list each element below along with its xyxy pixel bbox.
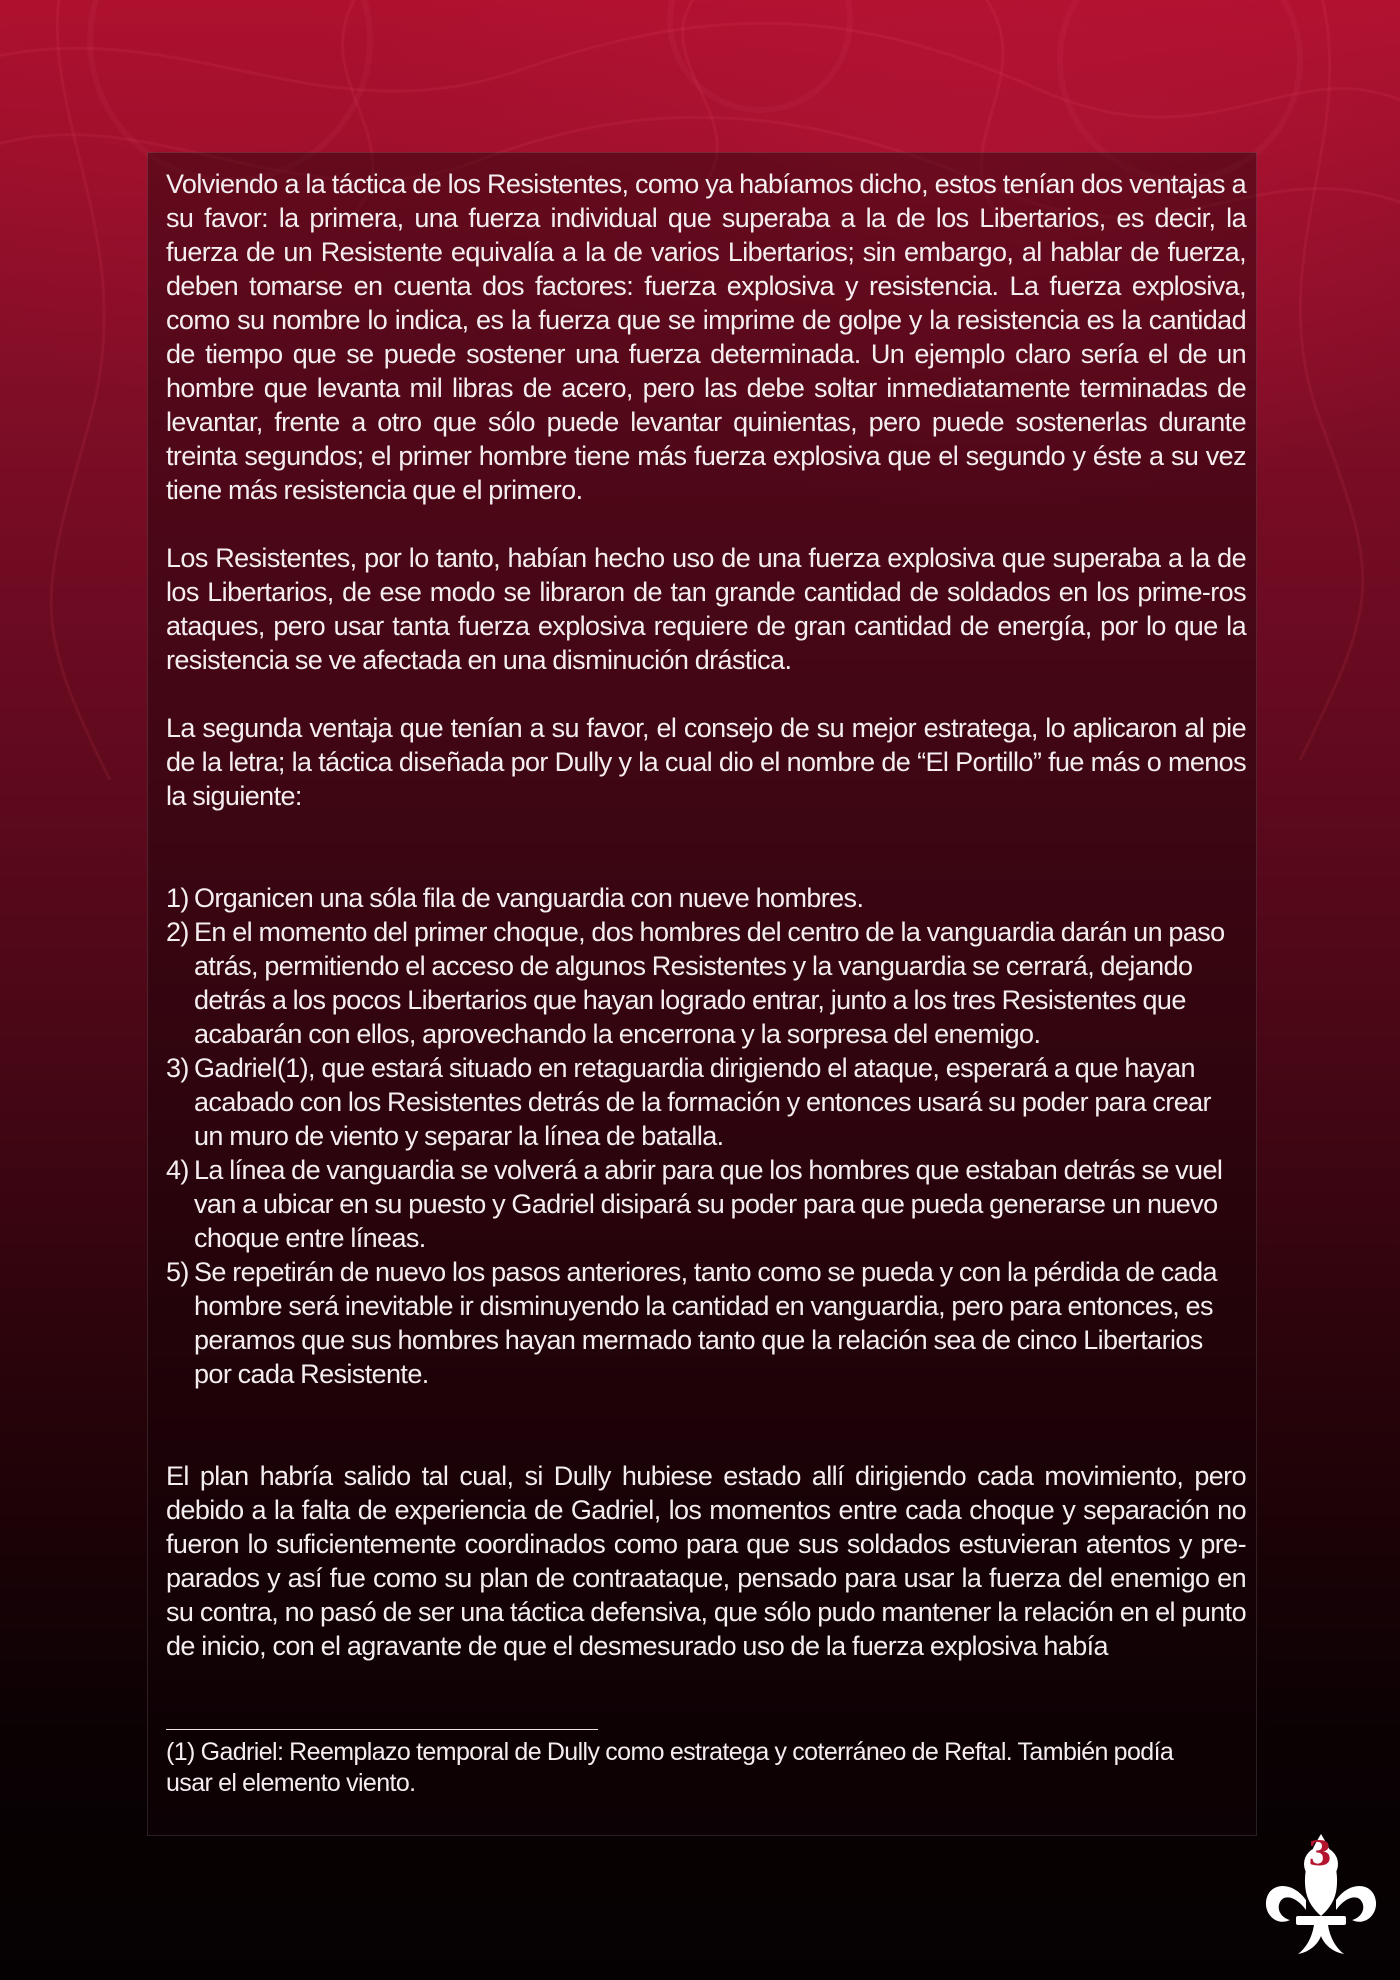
list-item-text: Organicen una sóla fila de vanguardia con nueve hombres. xyxy=(194,883,864,913)
list-item-number: 5) xyxy=(166,1257,189,1287)
article-body xyxy=(166,167,1246,1690)
closing-paragraph: El plan habría salido tal cual, si Dully hubiese estado allí dirigiendo cada movimiento, pero debido a la falta de experiencia de Gadriel, los momentos entre cada choque y separación no fueron lo suficientemente coordinados como para que sus soldados estuvieran atentos y pre-parados y así fue como su plan de contraataque, pensado para usar la fuerza del enemigo en su contra, no pasó de ser una táctica defensiva, que sólo pudo mantener la relación en el punto de inicio, con el agravante de que el desmesurado uso de la fuerza explosiva había xyxy=(166,1461,1246,1661)
page-number: 3 xyxy=(1308,1834,1332,1874)
list-item xyxy=(166,1255,1246,1391)
list-item-text: En el momento del primer choque, dos hombres del centro de la vanguardia darán un paso atrás, permitiendo el acceso de algunos Resistentes y la vanguardia se cerrará, dejando detrás a los pocos Libertarios que hayan logrado entrar, junto a los tres Resistentes que acabarán con ellos, aprovechando la encerrona y la sorpresa del enemigo. xyxy=(194,917,1225,1049)
list-item-text: Gadriel(1), que estará situado en retaguardia dirigiendo el ataque, esperará a que hayan acabado con los Resistentes detrás de la formación y entonces usará su poder para crear un muro de viento y separar la línea de batalla. xyxy=(194,1053,1211,1151)
list-item-text: La línea de vanguardia se volverá a abrir para que los hombres que estaban detrás se vuel van a ubicar en su puesto y Gadriel disipará su poder para que pueda generarse un nuevo choque entre líneas. xyxy=(194,1155,1223,1253)
list-item-number: 2) xyxy=(166,917,189,947)
list-item xyxy=(166,881,1246,915)
list-item-number: 1) xyxy=(166,883,189,913)
list-item xyxy=(166,915,1246,1051)
paragraph-2: Los Resistentes, por lo tanto, habían hecho uso de una fuerza explosiva que superaba a la de los Libertarios, de ese modo se libraron de tan grande cantidad de soldados en los prime-ros ataques, pero usar tanta fuerza explosiva requiere de gran cantidad de energía, por lo que la resistencia se ve afectada en una disminución drástica. xyxy=(166,543,1246,675)
footnote: (1) Gadriel: Reemplazo temporal de Dully como estratega y coterráneo de Reftal. También podía usar el elemento viento. xyxy=(166,1738,1174,1797)
list-item-text: Se repetirán de nuevo los pasos anteriores, tanto como se pueda y con la pérdida de cada hombre será inevitable ir disminuyendo la cantidad en vanguardia, pero para entonces, es peramos que sus hombres hayan mermado tanto que la relación sea de cinco Libertarios por cada Resistente. xyxy=(194,1257,1217,1389)
list-item-number: 3) xyxy=(166,1053,189,1083)
list-item xyxy=(166,1153,1246,1255)
list-item xyxy=(166,1051,1246,1153)
paragraph-3: La segunda ventaja que tenían a su favor, el consejo de su mejor estratega, lo aplicaron al pie de la letra; la táctica diseñada por Dully y la cual dio el nombre de “El Portillo” fue más o menos la siguiente: xyxy=(166,713,1246,811)
footnote-divider xyxy=(166,1729,598,1730)
paragraph-1: Volviendo a la táctica de los Resistentes, como ya habíamos dicho, estos tenían dos ventajas a su favor: la primera, una fuerza individual que superaba a la de los Libertarios, es decir, la fuerza de un Resistente equivalía a la de varios Libertarios; sin embargo, al hablar de fuerza, deben tomarse en cuenta dos factores: fuerza explosiva y resistencia. La fuerza explosiva, como su nombre lo indica, es la fuerza que se imprime de golpe y la resistencia es la cantidad de tiempo que se puede sostener una fuerza determinada. Un ejemplo claro sería el de un hombre que levanta mil libras de acero, pero las debe soltar inmediatamente terminadas de levantar, frente a otro que sólo puede levantar quinientas, pero puede sostenerlas durante treinta segundos; el primer hombre tiene más fuerza explosiva que el segundo y éste a su vez tiene más resistencia que el primero. xyxy=(166,169,1246,505)
tactic-steps-list xyxy=(166,881,1246,1391)
text-panel xyxy=(147,152,1257,1836)
list-item-number: 4) xyxy=(166,1155,189,1185)
